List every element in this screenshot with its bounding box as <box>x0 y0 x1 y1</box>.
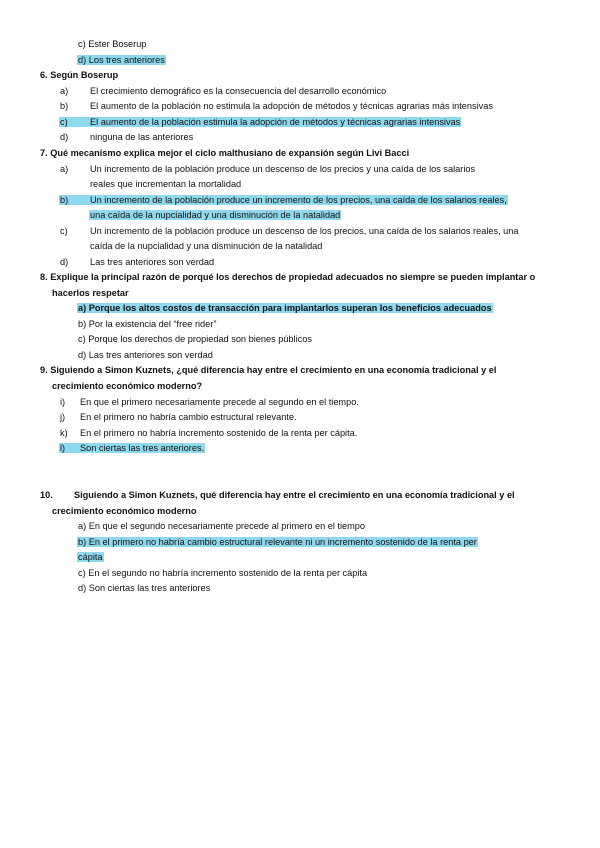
option-d-carryover: d) Los tres anteriores <box>78 55 165 65</box>
q8-option-c: c) Porque los derechos de propiedad son bienes públicos <box>78 334 312 344</box>
q8-option-b: b) Por la existencia del “free rider” <box>78 319 217 329</box>
question-10-title: 10. Siguiendo a Simon Kuznets, qué diferencia hay entre el crecimiento en una economía tradicional y el <box>40 490 515 500</box>
q10-option-a: a) En que el segundo necesariamente precede al primero en el tiempo <box>78 521 366 531</box>
question-10-title-cont: crecimiento económico moderno <box>52 506 197 516</box>
q7-option-a: a) Un incremento de la población produce un descenso de los precios y una caída de los salarios <box>60 164 476 174</box>
q8-option-d: d) Las tres anteriores son verdad <box>78 350 213 360</box>
q7-option-b: b) Un incremento de la población produce un incremento de los precios, una caída de los salarios reales, <box>60 195 507 205</box>
option-c-carryover: c) Ester Boserup <box>78 39 147 49</box>
q6-option-b: b) El aumento de la población no estimula la adopción de métodos y técnicas agrarias más intensivas <box>60 101 493 111</box>
q9-option-i: i) En que el primero necesariamente precede al segundo en el tiempo. <box>60 397 359 407</box>
q7-option-a-cont: reales que incrementan la mortalidad <box>90 179 242 189</box>
q7-option-c-cont: caída de la nupcialidad y una disminución de la natalidad <box>90 241 323 251</box>
q10-option-d: d) Son ciertas las tres anteriores <box>78 583 211 593</box>
question-6-title: 6. Según Boserup <box>40 70 119 80</box>
q9-option-k: k) En el primero no habría incremento sostenido de la renta per cápita. <box>60 428 358 438</box>
q10-option-b: b) En el primero no habría cambio estructural relevante ni un incremento sostenido de la renta per <box>78 537 477 547</box>
q10-option-c: c) En el segundo no habría incremento sostenido de la renta per cápita <box>78 568 368 578</box>
q9-option-l: l) Son ciertas las tres anteriores. <box>60 443 205 453</box>
question-8-title-cont: hacerlos respetar <box>52 288 129 298</box>
q6-option-c: c) El aumento de la población estimula la adopción de métodos y técnicas agrarias intensivas <box>60 117 461 127</box>
question-9-title-cont: crecimiento económico moderno? <box>52 381 203 391</box>
q7-option-d: d) Las tres anteriores son verdad <box>60 257 215 267</box>
q9-option-j: j) En el primero no habría cambio estructural relevante. <box>60 412 297 422</box>
question-9-title: 9. Siguiendo a Simon Kuznets, ¿qué diferencia hay entre el crecimiento en una economía tradicional y el <box>40 365 497 375</box>
question-7-title: 7. Qué mecanismo explica mejor el ciclo malthusiano de expansión según Livi Bacci <box>40 148 410 158</box>
q10-option-b-cont: cápita <box>78 552 103 562</box>
question-8-title: 8. Explique la principal razón de porqué los derechos de propiedad adecuados no siempre se pueden implantar o <box>40 272 536 282</box>
q8-option-a: a) Porque los altos costos de transacción para implantarlos superan los beneficios adecuados <box>78 303 492 313</box>
q7-option-c: c) Un incremento de la población produce un descenso de los precios, una caída de los salarios reales, una <box>60 226 519 236</box>
q6-option-d: d) ninguna de las anteriores <box>60 132 194 142</box>
q6-option-a: a) El crecimiento demográfico es la consecuencia del desarrollo económico <box>60 86 387 96</box>
q7-option-b-cont: una caída de la nupcialidad y una disminución de la natalidad <box>90 210 341 220</box>
